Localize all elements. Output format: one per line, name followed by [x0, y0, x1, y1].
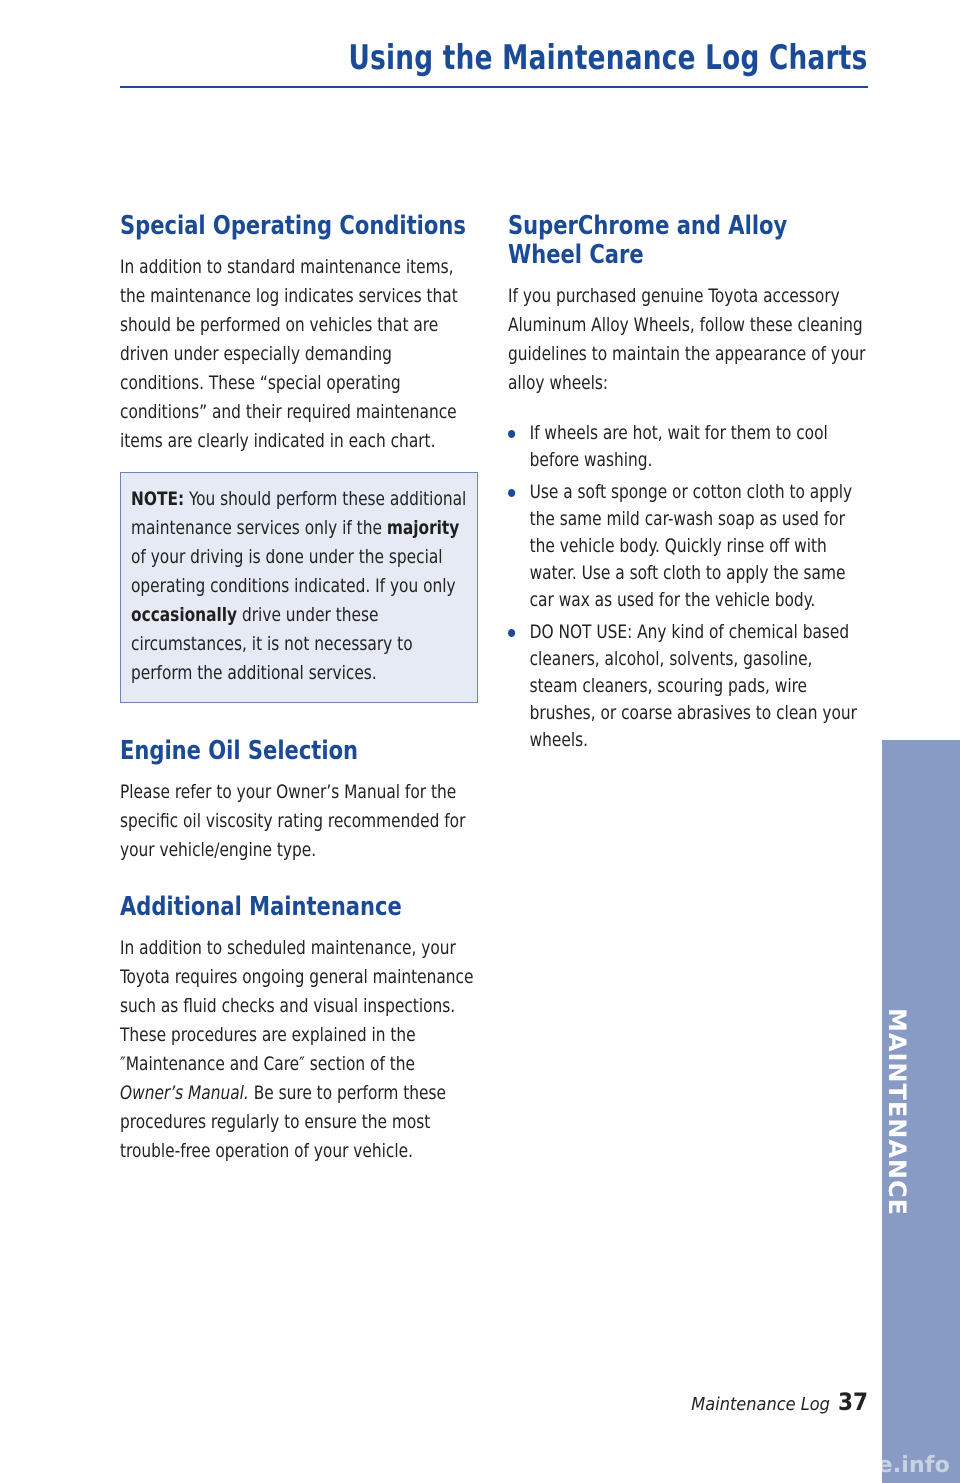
additional-maintenance-section — [120, 893, 480, 1166]
wheel-care-heading: SuperChrome and Alloy Wheel Care — [508, 211, 788, 270]
note-emphasis-occasionally: occasionally — [131, 604, 238, 626]
list-item: If wheels are hot, wait for them to cool before washing. — [508, 420, 863, 474]
list-item: Use a soft sponge or cotton cloth to apply the same mild car-wash soap as used for the vehicle body. Quickly rinse off with water. Use a soft cloth to apply the same car wax as used for the vehicle body. — [508, 479, 863, 614]
side-tab-label: MAINTENANCE — [883, 1008, 911, 1216]
note-box — [120, 472, 478, 703]
page-title: Using the Maintenance Log Charts — [348, 38, 868, 78]
wheel-care-intro: If you purchased genuine Toyota accessory Aluminum Alloy Wheels, follow these cleaning guidelines to maintain the appearance of your alloy wheels: — [508, 285, 866, 394]
engine-oil-body: Please refer to your Owner’s Manual for the specific oil viscosity rating recommended for your vehicle/engine type. — [120, 781, 466, 861]
left-column — [120, 212, 480, 1166]
bullet-icon — [508, 629, 515, 637]
footer-label: Maintenance Log — [691, 1394, 830, 1415]
engine-oil-section — [120, 737, 480, 865]
page-footer — [691, 1388, 868, 1416]
right-column — [508, 212, 868, 759]
special-conditions-heading: Special Operating Conditions — [120, 211, 466, 241]
note-label: NOTE: — [131, 488, 185, 510]
bullet-icon — [508, 430, 515, 438]
additional-maintenance-body: In addition to scheduled maintenance, your Toyota requires ongoing general maintenance such as fluid checks and visual inspections. These procedures are explained in the ″Maintenance and Care″ section of the Owner’s Manual. Be sure to perform these procedures regularly to ensure the most trouble-free operation of your vehicle. — [120, 937, 474, 1162]
special-conditions-body: In addition to standard maintenance items, the maintenance log indicates services that should be performed on vehicles that are driven under especially demanding conditions. These “special operating conditions” and their required maintenance items are clearly indicated in each chart. — [120, 256, 458, 452]
engine-oil-heading: Engine Oil Selection — [120, 736, 359, 766]
bullet-icon — [508, 489, 515, 497]
title-divider — [120, 86, 868, 88]
owners-manual-title: Owner’s Manual. — [120, 1082, 249, 1104]
page-number: 37 — [837, 1388, 868, 1416]
note-emphasis-majority: majority — [386, 517, 460, 539]
note-text: NOTE: You should perform these additional maintenance services only if the majority of your driving is done under the special operating conditions indicated. If you only occasionally drive under these circumstances, it is not necessary to perform the additional services. — [131, 488, 467, 684]
additional-maintenance-heading: Additional Maintenance — [120, 892, 402, 922]
watermark: carmanualsonline.info — [669, 1453, 950, 1478]
list-item: DO NOT USE: Any kind of chemical based cleaners, alcohol, solvents, gasoline, steam cleaners, scouring pads, wire brushes, or coarse abrasives to clean your wheels. — [508, 619, 863, 754]
wheel-care-list — [508, 420, 868, 754]
